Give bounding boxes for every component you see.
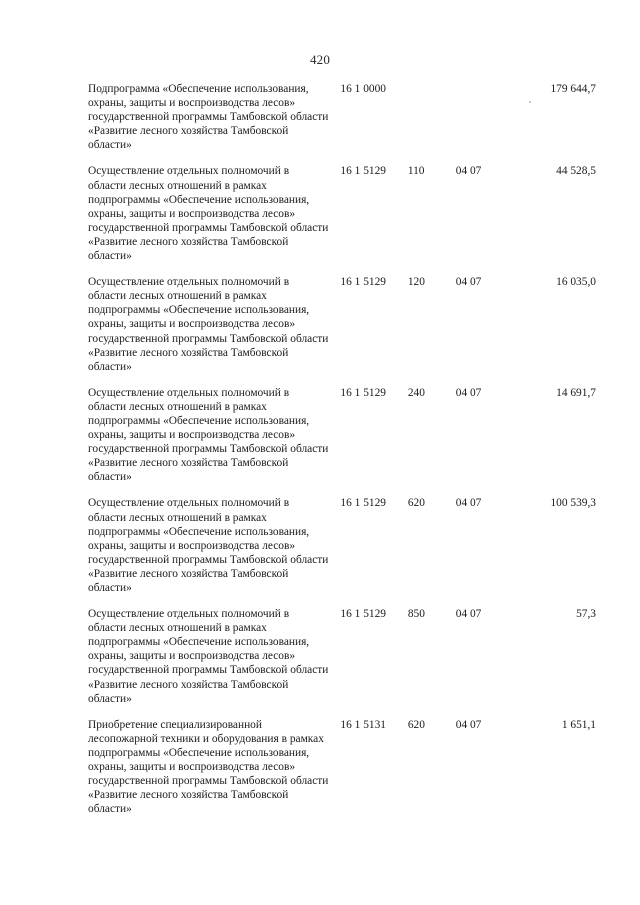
target-code-cell: 16 1 0000	[340, 83, 386, 95]
budget-allocation-table	[88, 82, 596, 828]
section-subsection-cell: 04 07	[455, 497, 482, 510]
page-number: 420	[309, 52, 331, 67]
section-subsection-cell: 04 07	[455, 608, 482, 621]
expense-name-cell: Подпрограмма «Обеспечение использования, охраны, защиты и воспроизводства лесов» государственной программы Тамбовской области «Развитие лесного хозяйства Тамбовской области»	[88, 83, 329, 152]
section-subsection-cell: 04 07	[455, 276, 482, 289]
table-row	[88, 386, 596, 497]
expense-name-cell: Осуществление отдельных полномочий в области лесных отношений в рамках подпрограммы «Обеспечение использования, охраны, защиты и воспроизводства лесов» государственной программы Тамбовской области «Развитие лесного хозяйства Тамбовской области»	[88, 276, 329, 373]
expense-type-cell: 120	[407, 276, 425, 289]
expense-name-cell: Осуществление отдельных полномочий в области лесных отношений в рамках подпрограммы «Обеспечение использования, охраны, защиты и воспроизводства лесов» государственной программы Тамбовской области «Развитие лесного хозяйства Тамбовской области»	[88, 608, 329, 705]
table-row	[88, 164, 596, 275]
amount-cell: 100 539,3	[550, 497, 596, 510]
target-code-cell: 16 1 5129	[340, 608, 386, 621]
expense-name-cell: Осуществление отдельных полномочий в области лесных отношений в рамках подпрограммы «Обеспечение использования, охраны, защиты и воспроизводства лесов» государственной программы Тамбовской области «Развитие лесного хозяйства Тамбовской области»	[88, 386, 329, 484]
section-subsection-cell: 04 07	[455, 718, 482, 731]
amount-cell: 179 644,7	[550, 83, 596, 95]
expense-type-cell	[405, 82, 450, 164]
target-code-cell: 16 1 5131	[340, 718, 386, 731]
amount-cell: 1 651,1	[561, 718, 596, 731]
expense-type-cell: 240	[407, 386, 425, 399]
target-code-cell: 16 1 5129	[340, 276, 386, 289]
table-row	[88, 82, 596, 164]
amount-cell: 44 528,5	[556, 165, 596, 178]
expense-type-cell: 620	[407, 718, 425, 731]
amount-cell: 14 691,7	[556, 386, 596, 399]
amount-cell: 16 035,0	[556, 276, 596, 289]
table-body	[88, 82, 596, 828]
section-subsection-cell: 04 07	[455, 165, 482, 178]
table-row	[88, 607, 596, 718]
expense-name-cell: Осуществление отдельных полномочий в области лесных отношений в рамках подпрограммы «Обеспечение использования, охраны, защиты и воспроизводства лесов» государственной программы Тамбовской области «Развитие лесного хозяйства Тамбовской области»	[88, 497, 329, 594]
expense-type-cell: 850	[407, 608, 425, 621]
expense-name-cell: Осуществление отдельных полномочий в области лесных отношений в рамках подпрограммы «Обеспечение использования, охраны, защиты и воспроизводства лесов» государственной программы Тамбовской области «Развитие лесного хозяйства Тамбовской области»	[88, 165, 329, 263]
section-subsection-cell: 04 07	[455, 386, 482, 399]
table-row	[88, 275, 596, 386]
target-code-cell: 16 1 5129	[340, 165, 386, 178]
target-code-cell: 16 1 5129	[340, 386, 386, 399]
amount-cell: 57,3	[576, 608, 596, 621]
section-subsection-cell	[450, 82, 504, 164]
table-row	[88, 496, 596, 607]
target-code-cell: 16 1 5129	[340, 497, 386, 510]
table-row	[88, 718, 596, 829]
expense-name-cell: Приобретение специализированной лесопожарной техники и оборудования в рамках подпрограммы «Обеспечение использования, охраны, защиты и воспроизводства лесов» государственной программы Тамбовской области «Развитие лесного хозяйства Тамбовской области»	[88, 718, 329, 816]
expense-type-cell: 110	[407, 165, 425, 178]
expense-type-cell: 620	[407, 497, 425, 510]
